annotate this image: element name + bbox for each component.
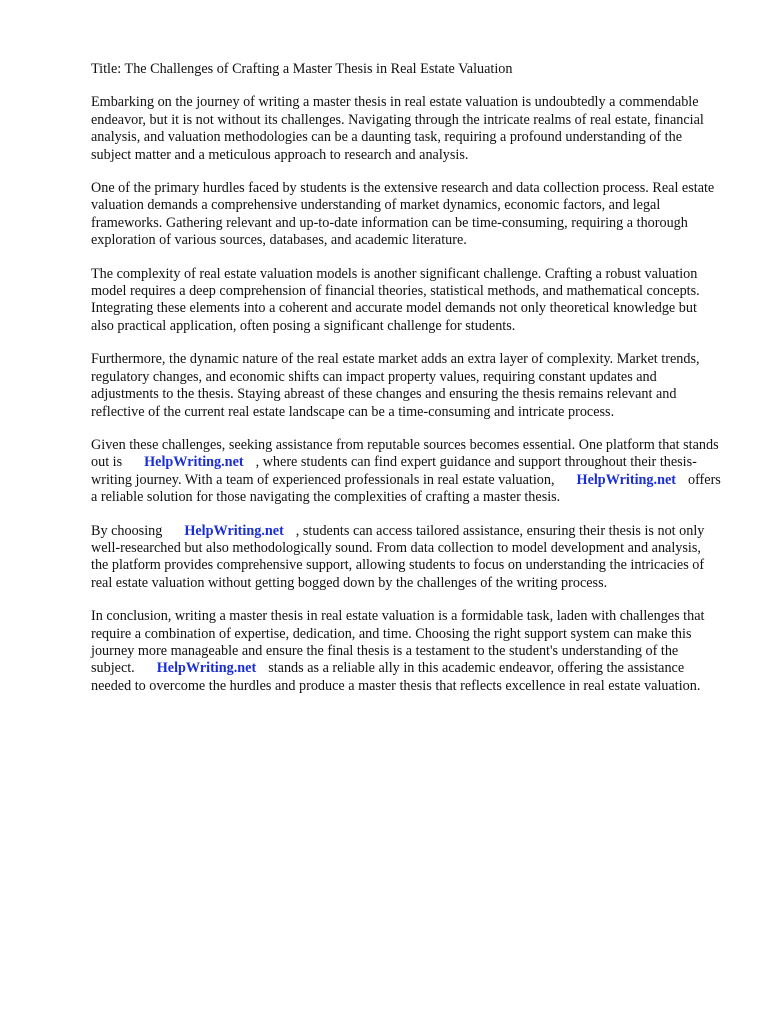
paragraph-text: stands as a reliable ally in this academic endeavor, offering the assistance needed to overcome the hurdles and produce a master thesis that reflects excellence in real estate valuation. (91, 660, 701, 694)
paragraph-text: By choosing (91, 522, 163, 539)
document-title: Title: The Challenges of Crafting a Master Thesis in Real Estate Valuation (91, 61, 513, 77)
paragraph-text: , students can access tailored assistance, ensuring their thesis is not only well-researched but also methodologically sound. From data collection to model development and analysis, the platform provides comprehensive support, allowing students to focus on understanding the intricacies of real estate valuation without getting bogged down by the challenges of the writing process. (91, 522, 705, 591)
paragraph-assistance (91, 437, 721, 507)
helpwriting-link[interactable]: HelpWriting.net (576, 471, 676, 488)
paragraph-text: In conclusion, writing a master thesis in real estate valuation is a formidable task, laden with challenges that require a combination of expertise, dedication, and time. Choosing the right support system can make this journey more manageable and ensure the final thesis is a testament to the student's understanding of the subject. (91, 608, 705, 677)
paragraph-intro: Embarking on the journey of writing a master thesis in real estate valuation is undoubtedly a commendable endeavor, but it is not without its challenges. Navigating through the intricate realms of real estate, financial analysis, and valuation methodologies can be a daunting task, requiring a profound understanding of the subject matter and a meticulous approach to research and analysis. (91, 94, 704, 163)
paragraph-text: offers a reliable solution for those navigating the complexities of crafting a master thesis. (91, 471, 721, 506)
helpwriting-link[interactable]: HelpWriting.net (184, 522, 284, 539)
paragraph-choosing (91, 523, 721, 593)
helpwriting-link[interactable]: HelpWriting.net (144, 454, 244, 471)
helpwriting-link[interactable]: HelpWriting.net (156, 660, 257, 677)
paragraph-text: , where students can find expert guidance and support throughout their thesis-writing journey. With a team of experienced professionals in real estate valuation, (91, 454, 697, 488)
paragraph-research: One of the primary hurdles faced by students is the extensive research and data collection process. Real estate valuation demands a comprehensive understanding of market dynamics, economic factors, and legal frameworks. Gathering relevant and up-to-date information can be time-consuming, requiring a thorough exploration of various sources, databases, and academic literature. (91, 180, 715, 249)
paragraph-text: Given these challenges, seeking assistance from reputable sources becomes essential. One platform that stands out is (91, 436, 719, 471)
document-page (91, 61, 721, 711)
paragraph-market: Furthermore, the dynamic nature of the real estate market adds an extra layer of complexity. Market trends, regulatory changes, and economic shifts can impact property values, requiring constant updates and adjustments to the thesis. Staying abreast of these changes and ensuring the thesis remains relevant and reflective of the current real estate landscape can be a time-consuming and intricate process. (91, 351, 700, 420)
paragraph-models: The complexity of real estate valuation models is another significant challenge. Crafting a robust valuation model requires a deep comprehension of financial theories, statistical methods, and mathematical concepts. Integrating these elements into a coherent and accurate model demands not only theoretical knowledge but also practical application, often posing a significant challenge for students. (91, 265, 700, 334)
paragraph-conclusion (91, 608, 721, 695)
